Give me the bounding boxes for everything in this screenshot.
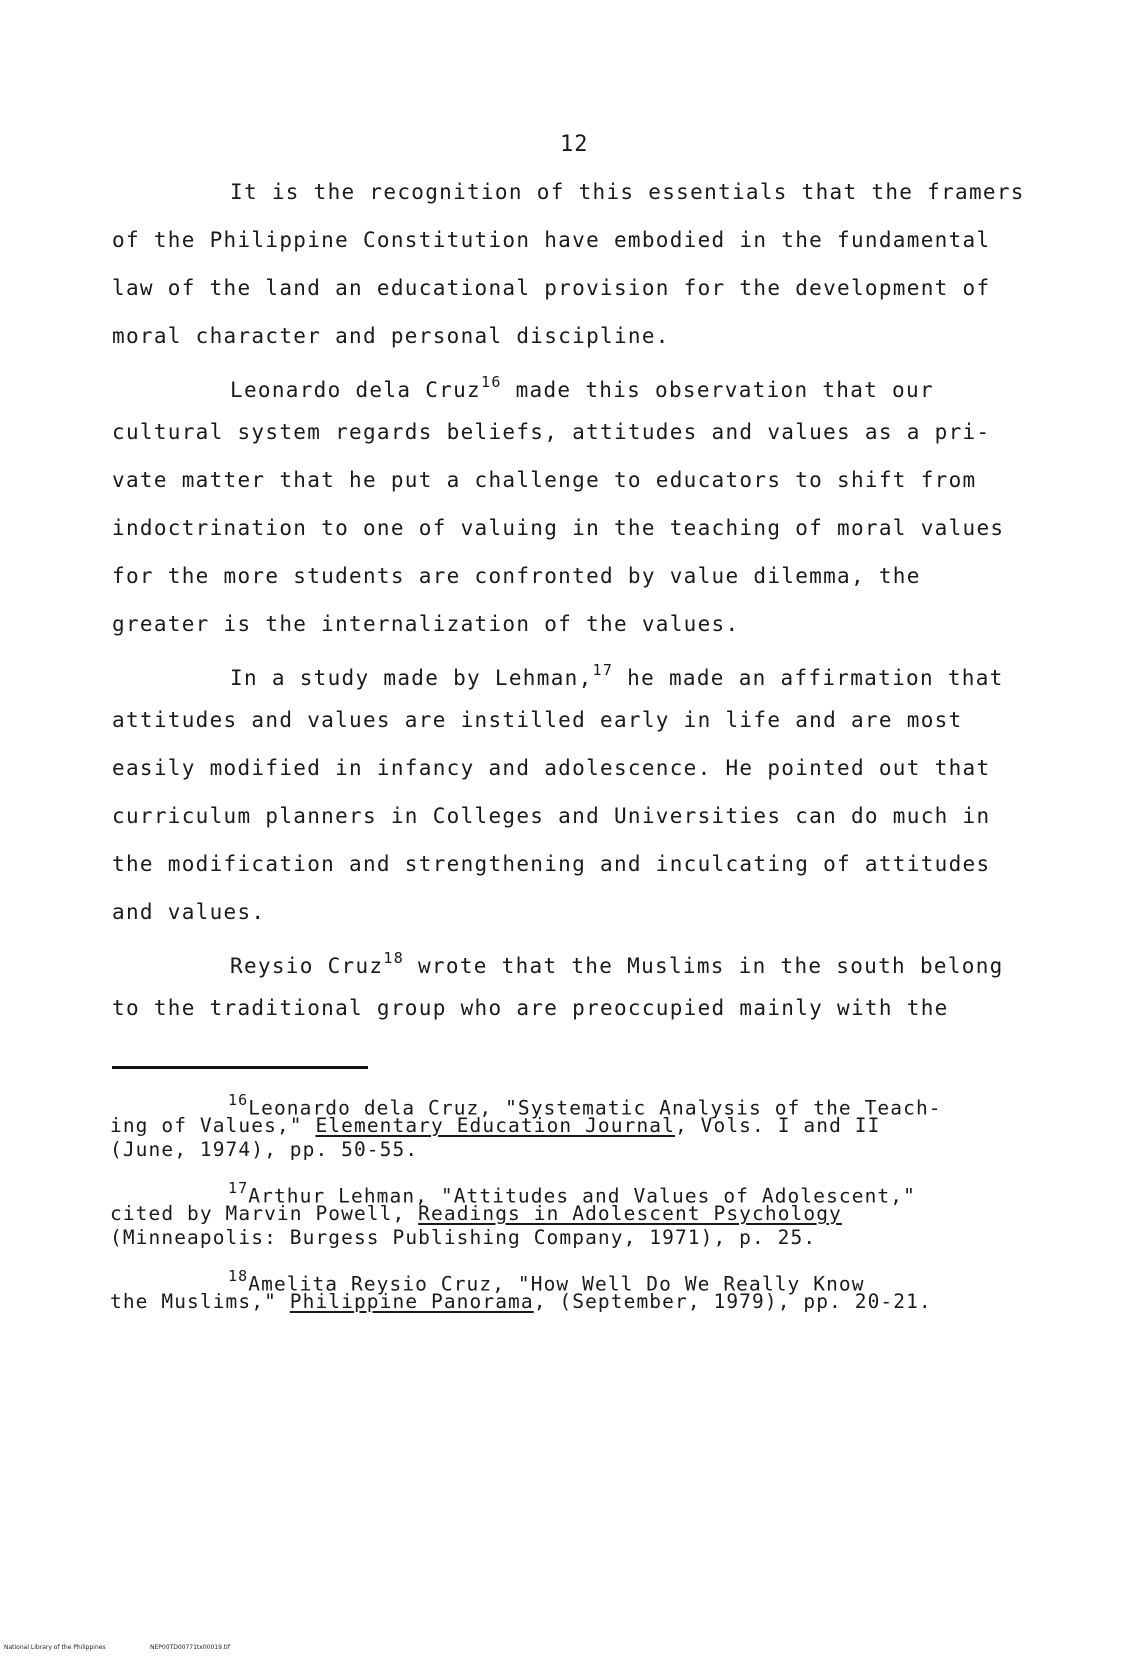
text-span: Arthur Lehman, "Attitudes and Values of Adolescent,": [248, 1184, 916, 1208]
footnotes: [110, 1090, 1120, 1330]
paragraph: [112, 936, 1112, 1032]
text-span: , (September, 1979), pp. 20-21.: [533, 1290, 932, 1313]
text-span: Reysio Cruz: [230, 954, 384, 978]
footnote: [110, 1090, 1120, 1162]
paragraph: [112, 360, 1112, 648]
text-line: greater is the internalization of the values.: [112, 612, 740, 636]
paragraph: [112, 168, 1112, 360]
text-span: Leonardo dela Cruz, "Systematic Analysis of the Teach-: [248, 1096, 942, 1120]
footnote-reference: 17: [592, 661, 614, 679]
text-line: [112, 648, 1112, 696]
footnote-line: (June, 1974), pp. 50-55.: [110, 1138, 419, 1161]
text-span: made this observation that our: [501, 378, 934, 402]
page-number: 12: [560, 132, 589, 157]
text-line: [112, 360, 1112, 408]
footnote-number: 17: [228, 1179, 249, 1197]
publication-title: Readings in Adolescent Psychology: [418, 1202, 842, 1225]
text-span: , Vols. I and II: [674, 1114, 881, 1137]
text-line: and values.: [112, 900, 266, 924]
scan-footer-source: National Library of the Philippines: [4, 1644, 106, 1651]
text-line: for the more students are confronted by value dilemma, the: [112, 564, 921, 588]
text-line: cultural system regards beliefs, attitudes and values as a pri-: [112, 420, 991, 444]
footnote-line: (Minneapolis: Burgess Publishing Company, 1971), p. 25.: [110, 1226, 817, 1249]
footnote: [110, 1266, 1120, 1314]
text-line: attitudes and values are instilled early in life and are most: [112, 708, 963, 732]
footnote-number: 18: [228, 1267, 249, 1285]
text-span: Leonardo dela Cruz: [230, 378, 481, 402]
publication-title: Elementary Education Journal: [315, 1114, 675, 1137]
footnote-reference: 18: [383, 949, 405, 967]
text-span: ing of Values,": [110, 1114, 316, 1137]
text-span: In a study made by Lehman,: [230, 666, 593, 690]
footnote-reference: 16: [480, 373, 502, 391]
footnote-line: [110, 1090, 1120, 1120]
text-line: curriculum planners in Colleges and Universities can do much in: [112, 804, 991, 828]
publication-title: Philippine Panorama: [289, 1290, 534, 1313]
body-text: [112, 168, 1112, 1032]
footnote-number: 16: [228, 1091, 249, 1109]
text-line: law of the land an educational provision for the development of: [112, 276, 991, 300]
text-span: he made an affirmation that: [613, 666, 1004, 690]
footnote-line: [110, 1290, 1120, 1314]
text-line: [112, 936, 1112, 984]
text-span: wrote that the Muslims in the south belong: [404, 954, 1004, 978]
footnote-divider: [112, 1066, 368, 1069]
paragraph: [112, 648, 1112, 936]
text-span: Amelita Reysio Cruz, "How Well Do We Really Know: [248, 1272, 865, 1296]
footnote-line: [110, 1114, 1120, 1138]
footnote-line: [110, 1202, 1120, 1226]
footnote: [110, 1178, 1120, 1250]
text-line: moral character and personal discipline.: [112, 324, 670, 348]
text-line: of the Philippine Constitution have embodied in the fundamental: [112, 228, 991, 252]
text-line: indoctrination to one of valuing in the teaching of moral values: [112, 516, 1005, 540]
footnote-line: [110, 1178, 1120, 1208]
text-span: the Muslims,": [110, 1290, 290, 1313]
text-line: to the traditional group who are preoccupied mainly with the: [112, 996, 949, 1020]
text-line: the modification and strengthening and inculcating of attitudes: [112, 852, 991, 876]
text-span: cited by Marvin Powell,: [110, 1202, 419, 1225]
text-line: easily modified in infancy and adolescence. He pointed out that: [112, 756, 991, 780]
footnote-line: [110, 1266, 1120, 1296]
text-line: It is the recognition of this essentials that the framers: [230, 180, 1025, 204]
scan-footer-filename: NEP00TD00771tx00019.tif: [150, 1644, 230, 1651]
text-line: vate matter that he put a challenge to educators to shift from: [112, 468, 977, 492]
